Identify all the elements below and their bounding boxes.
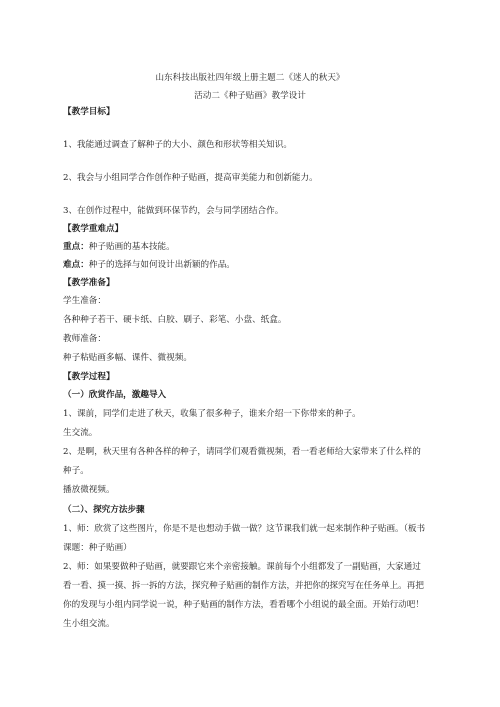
step2-title: （二）、探究方法步骤: [63, 505, 145, 515]
heading-teaching-goals: 【教学目标】: [63, 107, 115, 117]
key-point-label: 重点：: [63, 242, 89, 252]
step1-paragraph-4: 播放微视频。: [63, 485, 115, 495]
heading-key-points: 【教学重难点】: [63, 224, 124, 234]
step2-paragraph-1b: 课题：种子贴画）: [63, 543, 132, 553]
difficult-point-text: 种子的选择与如何设计出新颖的作品。: [88, 260, 235, 270]
heading-teaching-process: 【教学过程】: [63, 372, 115, 382]
step2-paragraph-3: 生小组交流。: [63, 619, 115, 629]
step2-paragraph-2c: 你的发现与小组内同学说一说，种子贴画的制作方法，看看哪个小组说的最全面。开始行动吧！: [63, 600, 424, 610]
key-point-text: 种子贴画的基本技能。: [88, 242, 175, 252]
step1-paragraph-3b: 种子。: [63, 466, 89, 476]
step1-paragraph-1: 1、课前，同学们走进了秋天，收集了很多种子，谁来介绍一下你带来的种子。: [63, 409, 361, 419]
difficult-point: [63, 260, 235, 270]
heading-preparation: 【教学准备】: [63, 278, 115, 288]
goal-item-2: 2、我会与小组同学合作创作种子贴画，提高审美能力和创新能力。: [63, 173, 318, 183]
teacher-prep-label: 教师准备：: [63, 334, 106, 344]
goal-item-1: 1、我能通过调查了解种子的大小、颜色和形状等相关知识。: [63, 140, 292, 150]
goal-item-3: 3、在创作过程中，能做到环保节约，会与同学团结合作。: [63, 206, 284, 216]
step1-paragraph-2: 生交流。: [63, 428, 98, 438]
step1-title: （一）欣赏作品，激趣导入: [63, 390, 167, 400]
student-prep-items: 各种种子若干、硬卡纸、白胶、刷子、彩笔、小盘、纸盒。: [63, 315, 287, 325]
step2-paragraph-1a: 1、师：欣赏了这些图片，你是不是也想动手做一做？这节课我们就一起来制作种子贴画。（板书: [63, 524, 426, 534]
student-prep-label: 学生准备：: [63, 296, 106, 306]
step2-paragraph-2a: 2、师：如果要做种子贴画，就要跟它来个亲密接触。课前每个小组都发了一副贴画，大家通过: [63, 562, 421, 572]
doc-title-line2: 活动二《种子贴画》教学设计: [194, 91, 306, 101]
step2-paragraph-2b: 看一看、摸一摸、拆一拆的方法，探究种子贴画的制作方法，并把你的探究写在任务单上。再把: [63, 581, 424, 591]
step1-paragraph-3a: 2、是啊，秋天里有各种各样的种子，请同学们观看微视频，看一看老师给大家带来了什么样的: [63, 447, 421, 457]
doc-title-line1: 山东科技出版社四年级上册主题二《迷人的秋天》: [155, 73, 345, 83]
teacher-prep-items: 种子粘贴画多幅、课件、微视频。: [63, 353, 192, 363]
key-point: [63, 242, 175, 252]
difficult-point-label: 难点：: [63, 260, 89, 270]
